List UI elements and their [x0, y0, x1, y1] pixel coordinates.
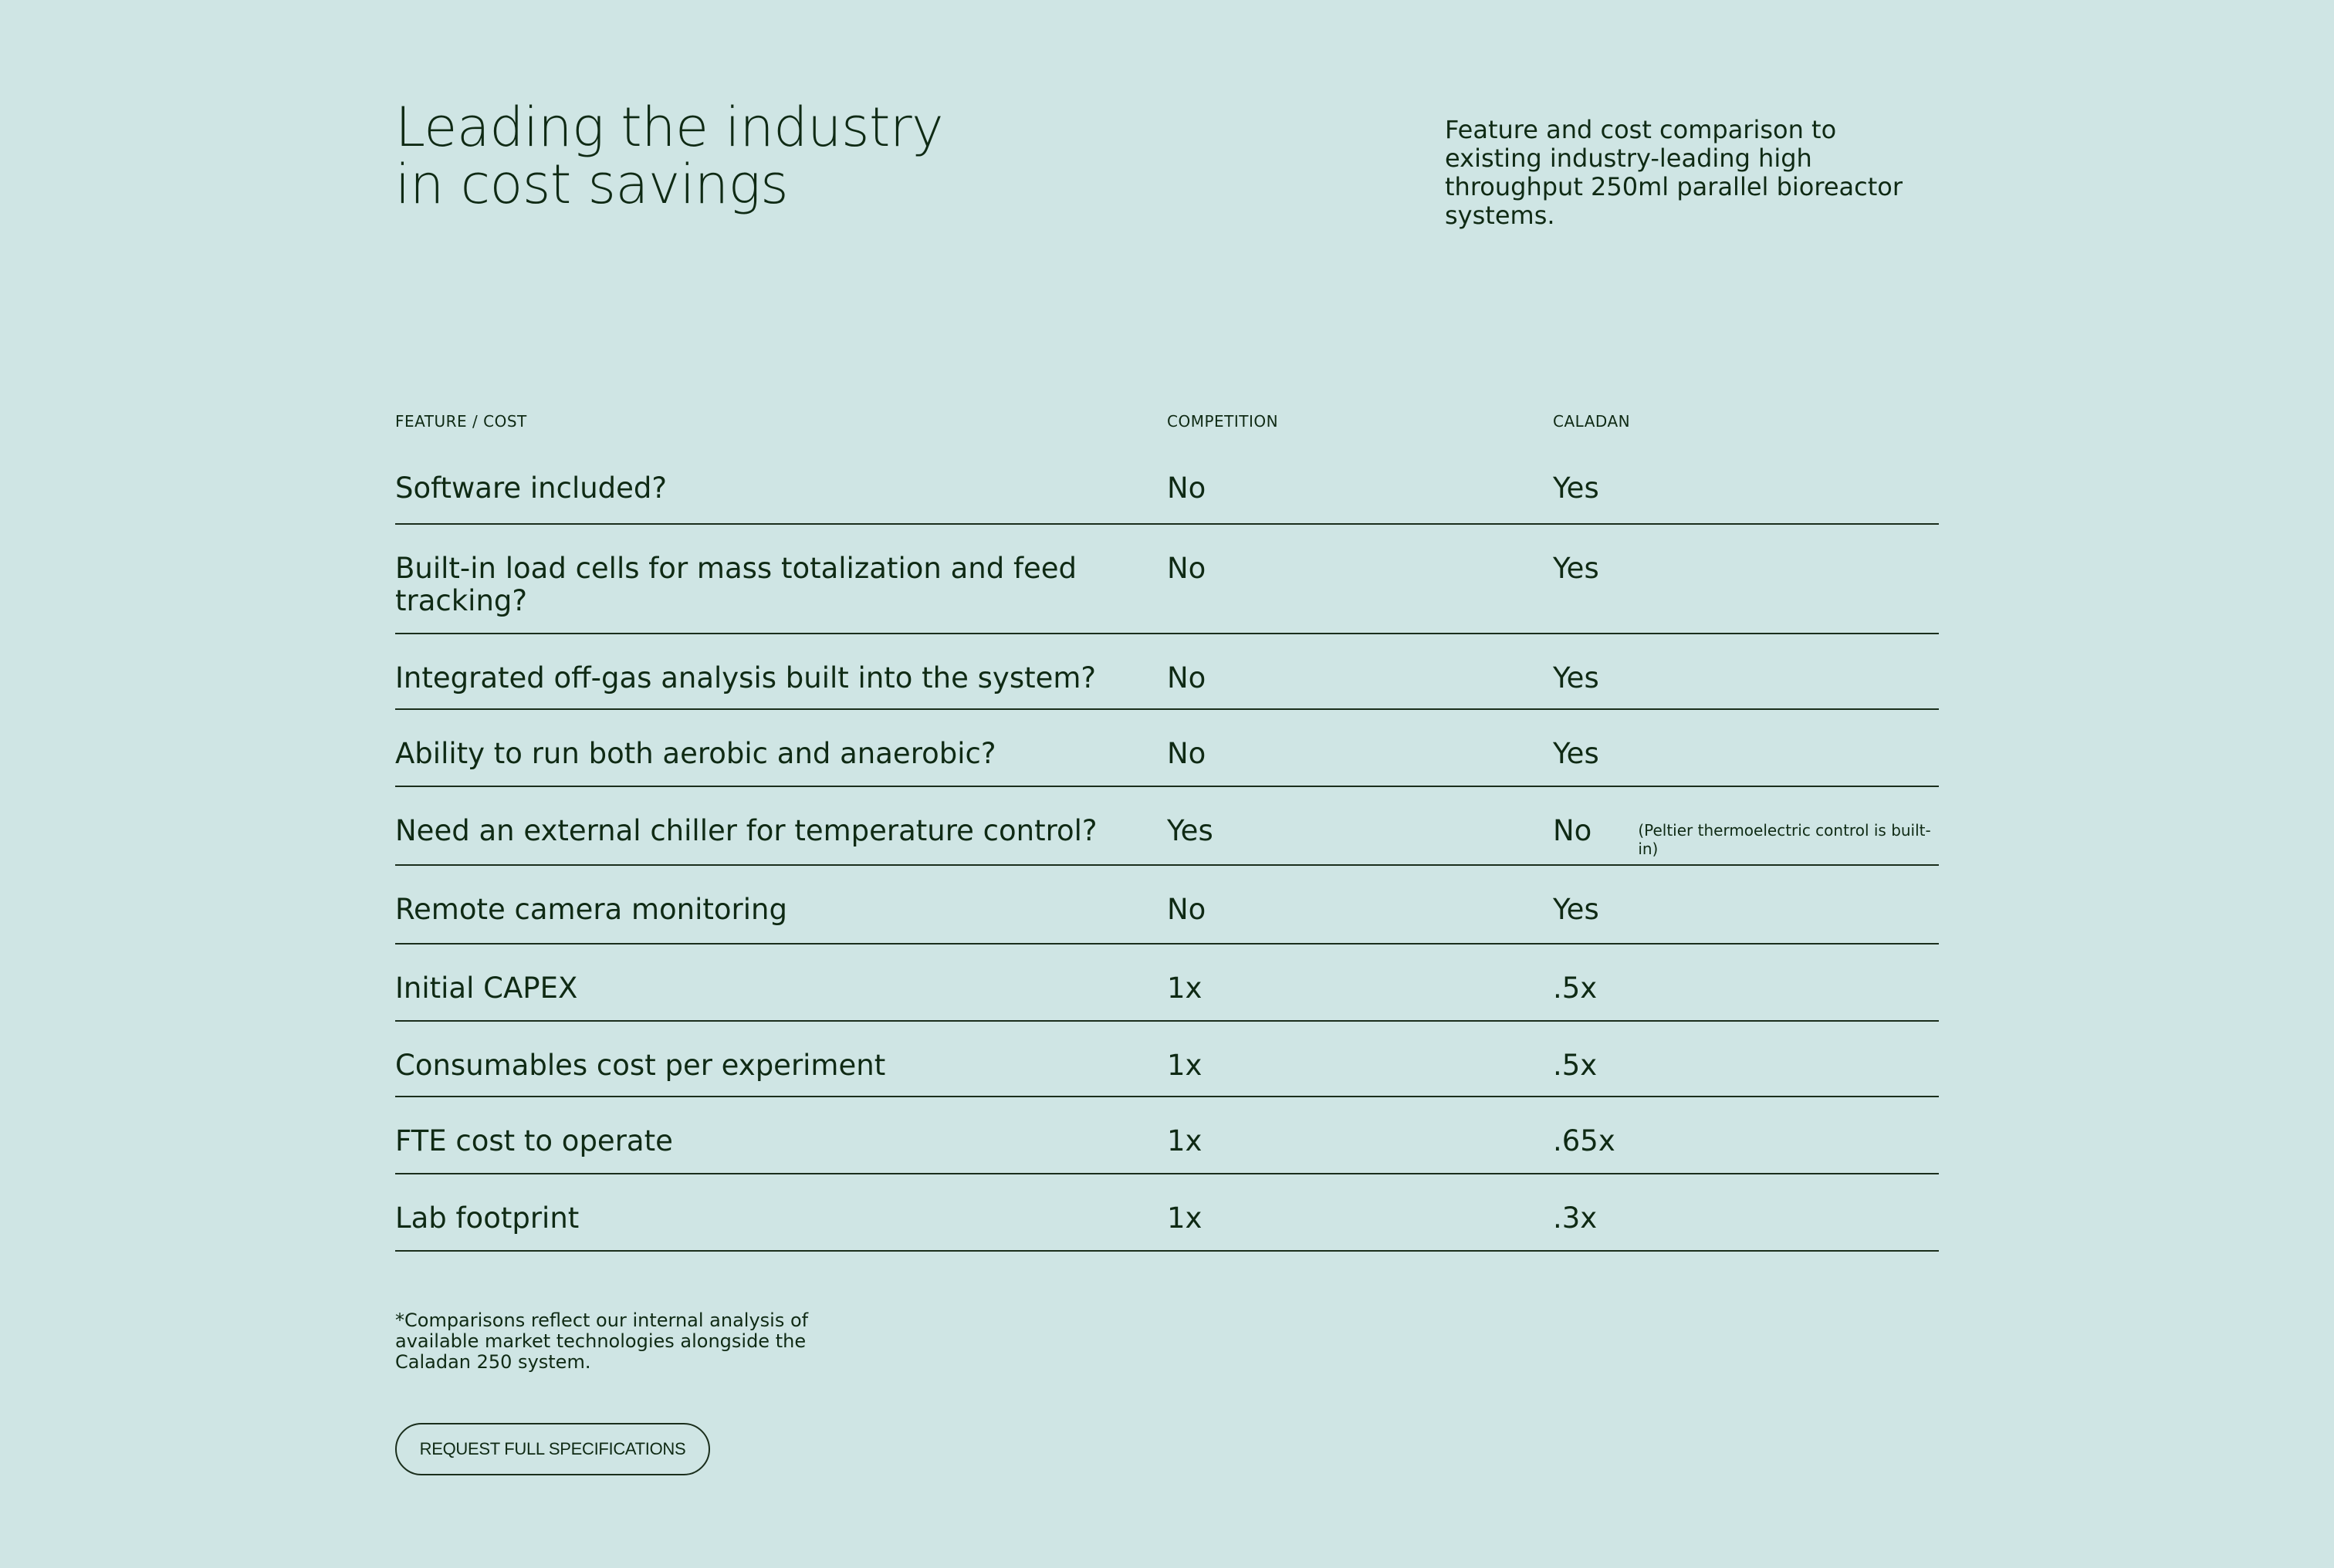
caladan-cell — [1553, 662, 1939, 694]
competition-cell: 1x — [1167, 1124, 1203, 1157]
caladan-cell — [1553, 1125, 1939, 1157]
footnote: *Comparisons reflect our internal analysis of available market technologies alongside the Caladan 250 system. — [395, 1309, 809, 1373]
table-row — [395, 866, 1939, 945]
competition-cell: No — [1167, 552, 1206, 585]
feature-cell: Software included? — [395, 471, 668, 505]
caladan-cell — [1553, 1049, 1939, 1082]
competition-cell: No — [1167, 737, 1206, 770]
caladan-value: Yes — [1553, 552, 1599, 585]
caladan-value: Yes — [1553, 471, 1599, 505]
caladan-cell — [1553, 894, 1939, 926]
table-row — [395, 1097, 1939, 1174]
table-row — [395, 710, 1939, 787]
caladan-value: .3x — [1553, 1201, 1598, 1235]
column-header-feature: FEATURE / COST — [395, 412, 527, 431]
comparison-table — [395, 412, 1939, 1252]
feature-cell: Initial CAPEX — [395, 972, 578, 1005]
caladan-cell — [1553, 553, 1939, 585]
competition-cell: Yes — [1167, 814, 1213, 847]
caladan-note: (Peltier thermoelectric control is built-in) — [1638, 821, 1931, 858]
table-row — [395, 945, 1939, 1022]
column-header-caladan: CALADAN — [1553, 412, 1631, 431]
table-row — [395, 1174, 1939, 1252]
caladan-value: .5x — [1553, 972, 1598, 1005]
caladan-cell — [1553, 972, 1939, 1005]
caladan-value: No — [1553, 814, 1592, 847]
feature-cell: FTE cost to operate — [395, 1124, 673, 1157]
feature-cell: Lab footprint — [395, 1201, 580, 1235]
caladan-cell — [1553, 1202, 1939, 1235]
table-row — [395, 525, 1939, 634]
competition-cell: No — [1167, 661, 1206, 694]
competition-cell: 1x — [1167, 972, 1203, 1005]
competition-cell: No — [1167, 893, 1206, 926]
table-row — [395, 1022, 1939, 1097]
column-header-competition: COMPETITION — [1167, 412, 1279, 431]
caladan-cell — [1553, 472, 1939, 505]
caladan-value: .65x — [1553, 1124, 1615, 1157]
competition-cell: 1x — [1167, 1049, 1203, 1082]
page-title-line-1: Leading the industry — [395, 96, 944, 159]
table-row — [395, 787, 1939, 866]
request-specifications-button[interactable]: REQUEST FULL SPECIFICATIONS — [395, 1423, 710, 1475]
competition-cell: 1x — [1167, 1201, 1203, 1235]
caladan-value: Yes — [1553, 661, 1599, 694]
table-header — [395, 412, 1939, 458]
caladan-cell — [1553, 738, 1939, 770]
caladan-value: Yes — [1553, 737, 1599, 770]
feature-cell: Integrated off-gas analysis built into the system? — [395, 661, 1097, 694]
page-title — [395, 96, 944, 216]
feature-cell: Remote camera monitoring — [395, 893, 787, 926]
caladan-cell — [1553, 815, 1939, 858]
feature-cell: Consumables cost per experiment — [395, 1049, 886, 1082]
table-row — [395, 458, 1939, 525]
competition-cell: No — [1167, 471, 1206, 505]
caladan-value: .5x — [1553, 1049, 1598, 1082]
table-body — [395, 458, 1939, 1252]
feature-cell: Need an external chiller for temperature control? — [395, 814, 1098, 847]
caladan-value: Yes — [1553, 893, 1599, 926]
feature-cell: Built-in load cells for mass totalization and feed tracking? — [395, 552, 1077, 617]
table-row — [395, 634, 1939, 710]
feature-cell: Ability to run both aerobic and anaerobic? — [395, 737, 996, 770]
page-title-line-2: in cost savings — [395, 153, 789, 216]
comparison-section — [395, 0, 1939, 1568]
intro-text: Feature and cost comparison to existing industry-leading high throughput 250ml parallel bioreactor systems. — [1445, 115, 1903, 230]
